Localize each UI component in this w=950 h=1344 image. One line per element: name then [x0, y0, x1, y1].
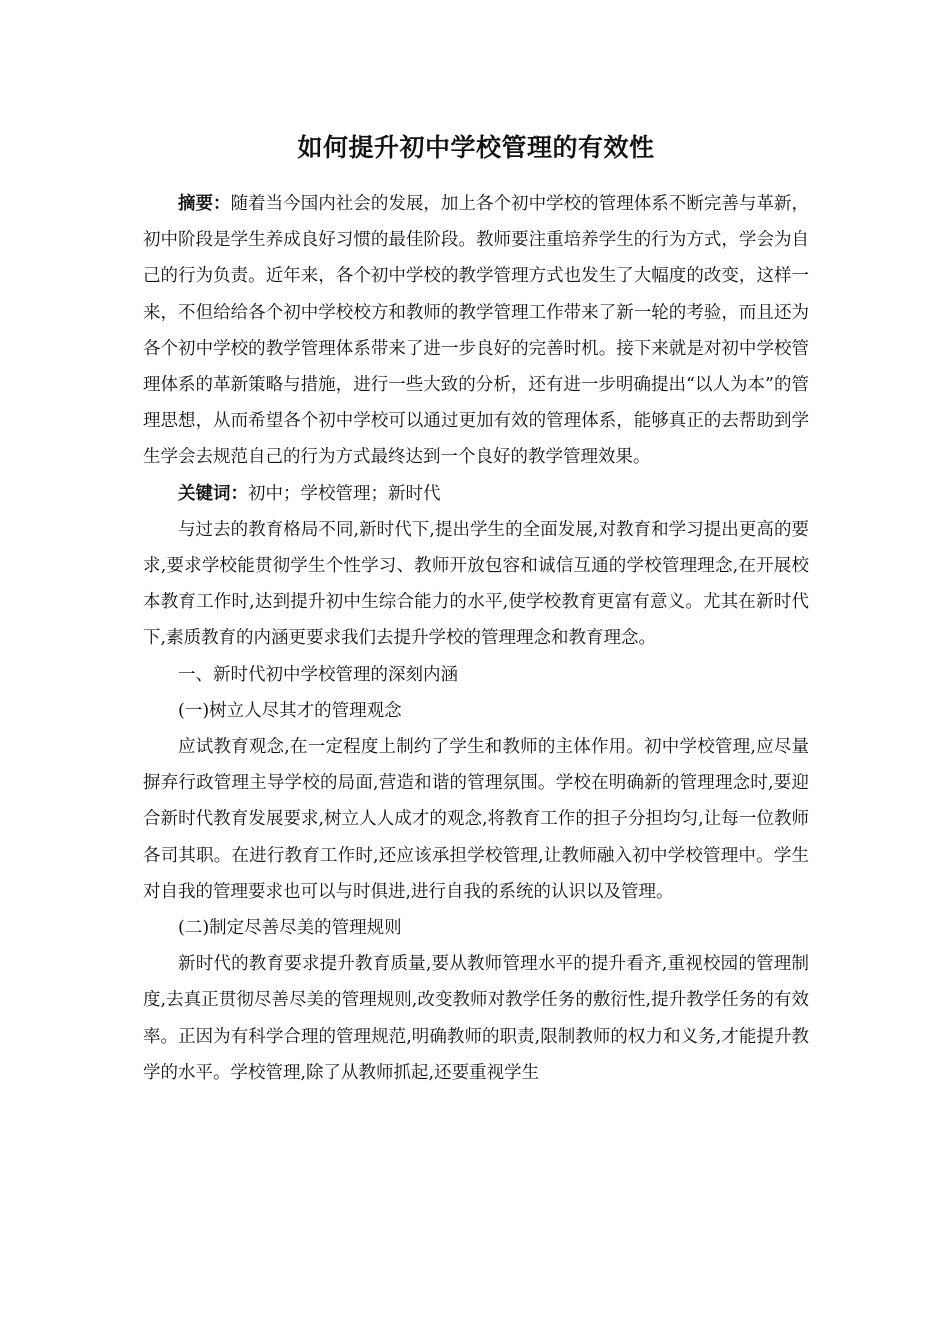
abstract-text: 随着当今国内社会的发展，加上各个初中学校的管理体系不断完善与革新，初中阶段是学生养成良好习惯的最佳阶段。教师要注重培养学生的行为方式，学会为自己的行为负责。近年来，各个初中学校的教学管理方式也发生了大幅度的改变，这样一来，不但给给各个初中学校校方和教师的教学管理工作带来了新一轮的考验，而且还为各个初中学校的教学管理体系带来了进一步良好的完善时机。接下来就是对初中学校管理体系的革新策略与措施，进行一些大致的分析，还有进一步明确提出“以人为本”的管理思想，从而希望各个初中学校可以通过更加有效的管理体系，能够真正的去帮助到学生学会去规范自己的行为方式最终达到一个良好的教学管理效果。: [143, 194, 810, 468]
subsection-heading-1: (一)树立人尽其才的管理观念: [178, 700, 402, 721]
keywords-label: 关键词：: [178, 483, 248, 504]
keywords-text: 初中；学校管理；新时代: [248, 483, 441, 504]
section-heading-1: 一、新时代初中学校管理的深刻内涵: [178, 664, 458, 685]
abstract-label: 摘要：: [178, 194, 231, 214]
subsection-paragraph-2: 新时代的教育要求提升教育质量,要从教师管理水平的提升看齐,重视校园的管理制度,去真正贯彻尽善尽美的管理规则,改变教师对教学任务的敷衍性,提升教学任务的有效率。正因为有科学合理的管理规范,明确教师的职责,限制教师的权力和义务,才能提升教学的水平。学校管理,除了从教师抓起,还要重视学生: [143, 954, 809, 1083]
abstract-paragraph: [143, 186, 809, 476]
document-page: [143, 130, 809, 1091]
document-title: 如何提升初中学校管理的有效性: [297, 133, 655, 162]
keywords-paragraph: [143, 476, 809, 512]
subsection-heading-2: (二)制定尽善尽美的管理规则: [178, 918, 402, 939]
subsection-paragraph-1: 应试教育观念,在一定程度上制约了学生和教师的主体作用。初中学校管理,应尽量摒弃行政管理主导学校的局面,营造和谐的管理氛围。学校在明确新的管理理念时,要迎合新时代教育发展要求,树立人人成才的观念,将教育工作的担子分担均匀,让每一位教师各司其职。在进行教育工作时,还应该承担学校管理,让教师融入初中学校管理中。学生对自我的管理要求也可以与时俱进,进行自我的系统的认识以及管理。: [143, 737, 809, 902]
intro-paragraph: 与过去的教育格局不同,新时代下,提出学生的全面发展,对教育和学习提出更高的要求,要求学校能贯彻学生个性学习、教师开放包容和诚信互通的学校管理理念,在开展校本教育工作时,达到提升初中生综合能力的水平,使学校教育更富有意义。尤其在新时代下,素质教育的内涵更要求我们去提升学校的管理理念和教育理念。: [143, 519, 809, 649]
